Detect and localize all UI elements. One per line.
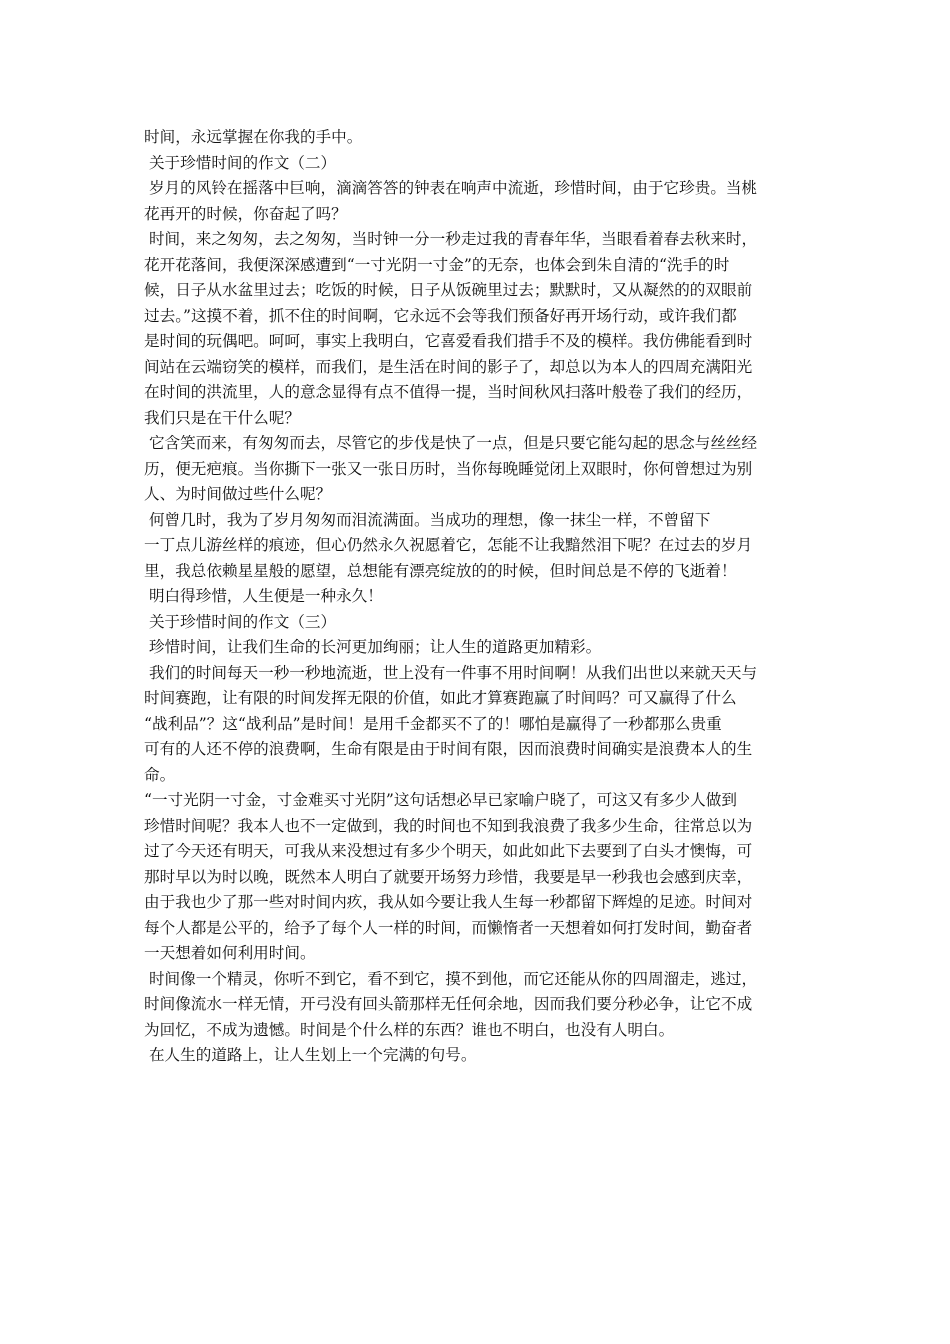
text-line: 明白得珍惜，人生便是一种永久！ [144,587,383,605]
text-line: 花再开的时候，你奋起了吗？ [144,204,347,223]
text-line: 花开花落间，我便深深感遭到“一寸光阴一寸金”的无奈，也体会到朱自清的“洗手的时 [144,255,730,274]
text-line: 我们的时间每天一秒一秒地流逝，世上没有一件事不用时间啊！从我们出世以来就天天与 [144,663,758,682]
text-line: 何曾几时，我为了岁月匆匆而泪流满面。当成功的理想，像一抹尘一样，不曾留下 [144,510,711,529]
text-line: 时间像流水一样无情，开弓没有回头箭那样无任何余地，因而我们要分秒必争，让它不成 [144,995,753,1013]
text-line: 它含笑而来，有匆匆而去，尽管它的步伐是快了一点，但是只要它能勾起的思念与丝丝经 [144,434,758,452]
text-line: 那时早以为时以晚，既然本人明白了就要开场努力珍惜，我要是早一秒我也会感到庆幸， [144,867,753,886]
text-line: 时间，来之匆匆，去之匆匆，当时钟一分一秒走过我的青春年华，当眼看着春去秋来时， [144,230,758,248]
text-line: 里，我总依赖星星般的愿望，总想能有漂亮绽放的的时候，但时间总是不停的飞逝着！ [144,561,737,580]
text-line: 间站在云端窃笑的模样，而我们，是生活在时间的影子了，却总以为本人的四周充满阳光 [144,357,753,376]
text-line: “战利品”？这“战利品”是时间！是用千金都买不了的！哪怕是赢得了一秒都那么贵重 [144,714,722,733]
text-line: 人、为时间做过些什么呢？ [144,485,332,503]
text-line: 珍惜时间，让我们生命的长河更加绚丽；让人生的道路更加精彩。 [144,638,602,656]
text-line: 候，日子从水盆里过去；吃饭的时候，日子从饭碗里过去；默默时，又从凝然的的双眼前 [144,281,753,299]
document-body [144,125,814,1069]
text-line: 在人生的道路上，让人生划上一个完满的句号。 [144,1046,477,1064]
text-line: 为回忆，不成为遗憾。时间是个什么样的东西？谁也不明白，也没有人明白。 [144,1020,675,1039]
text-line: “一寸光阴一寸金，寸金难买寸光阴”这句话想必早已家喻户晓了，可这又有多少人做到 [144,791,737,809]
text-line: 过去。”这摸不着，抓不住的时间啊，它永远不会等我们预备好再开场行动，或许我们都 [144,306,737,325]
text-line: 每个人都是公平的，给予了每个人一样的时间，而懒惰者一天想着如何打发时间，勤奋者 [144,918,753,937]
text-line: 历，便无疤痕。当你撕下一张又一张日历时，当你每晚睡觉闭上双眼时，你何曾想过为别 [144,459,753,478]
text-line: 过了今天还有明天，可我从来没想过有多少个明天，如此如此下去要到了白头才懊悔，可 [144,842,753,860]
text-line: 珍惜时间呢？我本人也不一定做到，我的时间也不知到我浪费了我多少生命，往常总以为 [144,816,753,835]
text-line: 命。 [144,765,176,784]
text-line: 可有的人还不停的浪费啊，生命有限是由于时间有限，因而浪费时间确实是浪费本人的生 [144,740,753,758]
text-line: 时间像一个精灵，你听不到它，看不到它，摸不到他，而它还能从你的四周溜走，逃过， [144,969,758,988]
text-line: 是时间的玩偶吧。呵呵，事实上我明白，它喜爱看我们措手不及的模样。我仿佛能看到时 [144,332,753,350]
text-line: 时间赛跑，让有限的时间发挥无限的价值，如此才算赛跑赢了时间吗？可又赢得了什么 [144,689,737,707]
text-line: 我们只是在干什么呢？ [144,408,300,427]
text-line: 岁月的风铃在摇落中巨响，滴滴答答的钟表在响声中流逝，珍惜时间，由于它珍贵。当桃 [144,179,758,197]
text-line: 在时间的洪流里，人的意念显得有点不值得一提，当时间秋风扫落叶般卷了我们的经历， [144,383,753,401]
text-line: 由于我也少了那一些对时间内疚，我从如今要让我人生每一秒都留下辉煌的足迹。时间对 [144,893,753,911]
text-line: 一丁点儿游丝样的痕迹，但心仍然永久祝愿着它，怎能不让我黯然泪下呢？在过去的岁月 [144,536,753,554]
section-heading: 关于珍惜时间的作文（二） [144,153,337,172]
text-line: 一天想着如何利用时间。 [144,944,316,962]
section-heading: 关于珍惜时间的作文（三） [144,612,337,631]
text-line: 时间，永远掌握在你我的手中。 [144,128,363,146]
